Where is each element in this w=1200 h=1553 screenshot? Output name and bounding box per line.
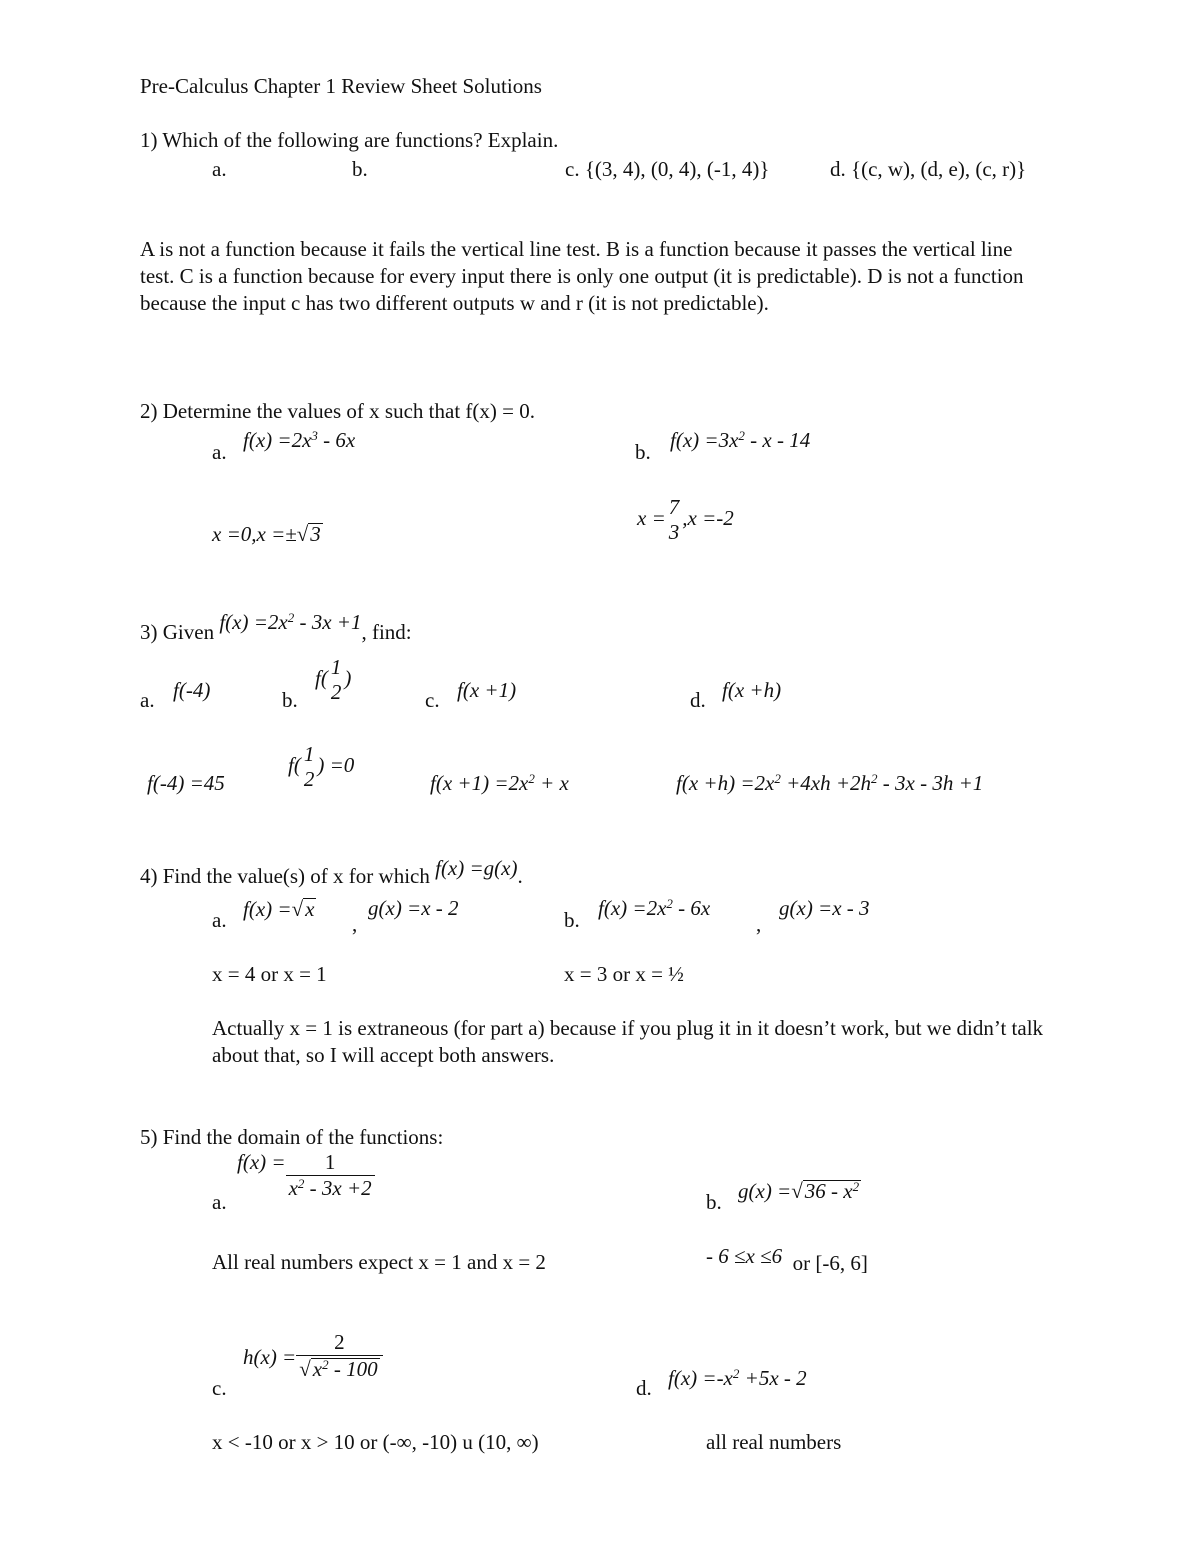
q5-a-answer: All real numbers expect x = 1 and x = 2 [212, 1250, 546, 1274]
q2-a-answer: x =0,x =±√3 [212, 522, 321, 546]
q3-b-expr: f( 1 2 ) [315, 655, 352, 704]
q1-answer: A is not a function because it fails the vertical line test. B is a function because it passes the vertical line test. C is a function because for every input there is only one output (it is predictable). D is not a function because the input c has two different outputs w and r (it is not predictable). [140, 237, 1024, 315]
q5-a-label: a. [212, 1190, 227, 1214]
q3-c-answer: $f(x +1) =2x^2 + x$ [430, 770, 569, 795]
q4-note: Actually x = 1 is extraneous (for part a) because if you plug it in it doesn’t work, but we didn’t talk about that, so I will accept both answers. [212, 1016, 1044, 1067]
q4-b-comma: , [756, 912, 762, 936]
q4-a-comma: , [352, 912, 358, 936]
q3-a-expr: f(-4) [173, 678, 211, 702]
q4-b-f: $f(x) =2x^2 - 6x$ [598, 895, 711, 920]
q2-prompt: 2) Determine the values of x such that f(x) = 0. [140, 399, 535, 423]
q5-a-function: f(x) = $\frac{1}{x^2 - 3x +2}$ [237, 1152, 375, 1199]
sqrt-symbol: $√x^2 - 100$ [299, 1356, 378, 1381]
q5-d-label: d. [636, 1376, 652, 1400]
q4-b-label: b. [564, 908, 580, 932]
q3-c-expr: f(x +1) [457, 678, 517, 702]
q5-b-label: b. [706, 1190, 722, 1214]
q3-d-label: d. [690, 688, 706, 712]
q2-a-function: $f(x) =2x^3 - 6x$ [243, 427, 356, 452]
q5-c-answer: x < -10 or x > 10 or (-∞, -10) u (10, ∞) [212, 1430, 539, 1454]
q4-prompt: 4) Find the value(s) of x for which f(x) =g(x). [140, 856, 523, 888]
q5-b-function: $g(x) =√36 - x^2$ [738, 1178, 860, 1203]
sqrt-symbol: √3 [296, 522, 321, 546]
sqrt-symbol: $√36 - x^2$ [791, 1178, 860, 1203]
q5-prompt: 5) Find the domain of the functions: [140, 1125, 444, 1149]
fraction: 1 2 [303, 742, 315, 791]
q3-c-label: c. [425, 688, 440, 712]
q4-b-g: g(x) =x - 3 [779, 896, 870, 920]
q2-b-function: $f(x) =3x^2 - x - 14$ [670, 427, 811, 452]
fraction: $\frac{2}{√x^2 - 100}$ [296, 1332, 382, 1380]
q1-option-d: d. {(c, w), (d, e), (c, r)} [830, 157, 1027, 181]
q5-d-function: $f(x) =-x^2 +5x - 2$ [668, 1365, 807, 1390]
fraction: 1 2 [330, 655, 342, 704]
q1-option-a: a. [212, 157, 227, 181]
q3-a-label: a. [140, 688, 155, 712]
q4-b-answer: x = 3 or x = ½ [564, 962, 684, 986]
q3-prompt: 3) Given $f(x) =2x^2 - 3x +1$, find: [140, 609, 412, 644]
fraction: $\frac{1}{x^2 - 3x +2}$ [286, 1152, 375, 1199]
q1-option-c: c. {(3, 4), (0, 4), (-1, 4)} [565, 157, 770, 181]
q5-c-function: h(x) = $\frac{2}{√x^2 - 100}$ [243, 1332, 383, 1380]
q2-b-answer: x = 7 3 ,x =-2 [637, 495, 734, 544]
q3-d-answer: $f(x +h) =2x^2 +4xh +2h^2 - 3x - 3h +1$ [676, 770, 984, 795]
q4-a-label: a. [212, 908, 227, 932]
q3-b-answer: f( 1 2 ) =0 [288, 742, 355, 791]
q3-d-expr: f(x +h) [722, 678, 782, 702]
fraction: 7 3 [668, 495, 680, 544]
q4-a-f: f(x) =√x [243, 897, 315, 921]
q5-b-answer: - 6 ≤x ≤6 or [-6, 6] [706, 1244, 868, 1275]
q2-b-label: b. [635, 440, 651, 464]
q4-a-answer: x = 4 or x = 1 [212, 962, 327, 986]
q3-a-answer: f(-4) =45 [147, 771, 225, 795]
q5-c-label: c. [212, 1376, 227, 1400]
q5-d-answer: all real numbers [706, 1430, 842, 1454]
q1-option-b: b. [352, 157, 368, 181]
q1-prompt: 1) Which of the following are functions? Explain. [140, 128, 559, 152]
q3-b-label: b. [282, 688, 298, 712]
sqrt-symbol: √x [291, 897, 315, 921]
page-title: Pre-Calculus Chapter 1 Review Sheet Solutions [140, 74, 542, 98]
q2-a-label: a. [212, 440, 227, 464]
q4-a-g: g(x) =x - 2 [368, 896, 459, 920]
